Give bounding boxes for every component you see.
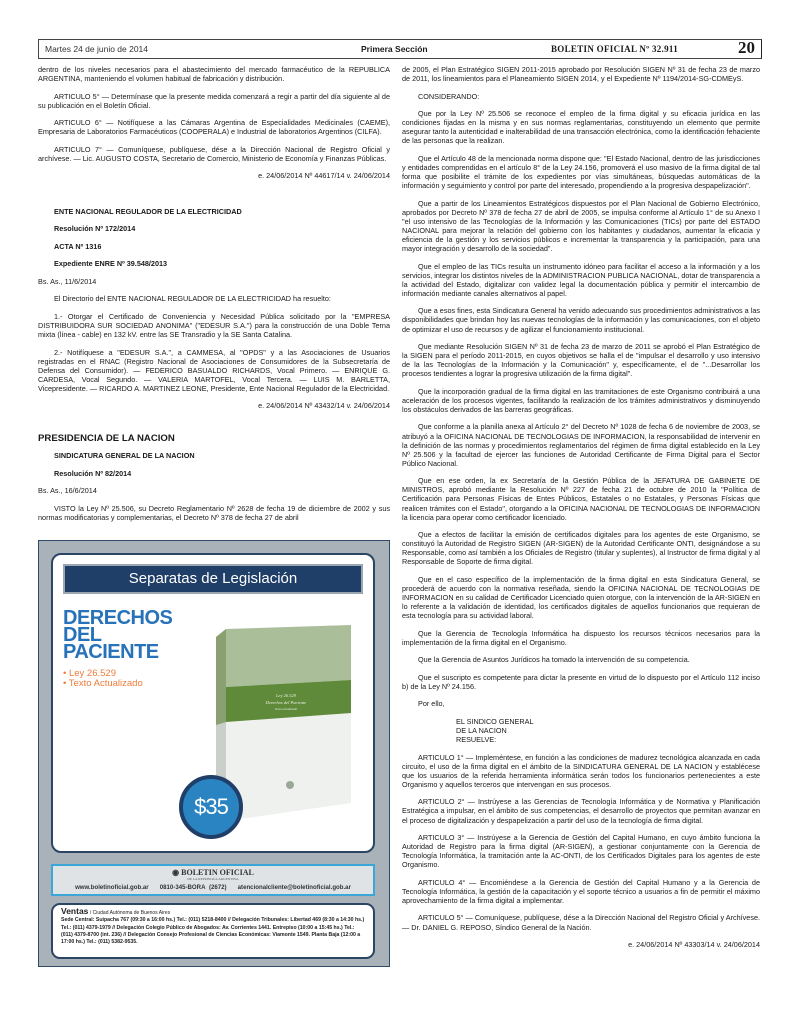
paragraph: ARTICULO 6° — Notifíquese a las Cámaras Argentina de Especialidades Medicinales (CAEME), Empresaria de Laboratorios Farmacéuticos (COOPERALA) e Industrial de laboratorios Argentinos (CILFA).	[38, 118, 390, 137]
paragraph: ARTICULO 7° — Comuníquese, publíquese, dése a la Dirección Nacional de Registro Oficial y archívese. — Lic. AUGUSTO COSTA, Secretario de Comercio, Ministerio de Economía y Finanzas Públicas.	[38, 144, 390, 163]
organization-heading: ENTE NACIONAL REGULADOR DE LA ELECTRICIDAD	[54, 207, 242, 216]
paragraph: Que la incorporación gradual de la firma digital en las tramitaciones de este Organismo contribuirá a una aceleración de los procesos vigentes, facilitando la realización de los trámites administrativos y disminuyendo los obstáculos derivados de las barreras geográficas.	[402, 386, 760, 414]
website-link[interactable]: www.boletinoficial.gob.ar	[75, 884, 149, 891]
paragraph: 1.- Otorgar el Certificado de Conveniencia y Necesidad Pública solicitado por la "EMPRESA DISTRIBUIDORA SUR SOCIEDAD ANONIMA" ("EDESUR S.A.") para la construcción de una Doble Terna mixta (línea - cable) en 132 kV. entre las SE Transradio y la SE Santa Catalina.	[38, 311, 390, 340]
considerando-heading: CONSIDERANDO:	[418, 91, 480, 101]
paragraph: Que el suscripto es competente para dictar la presente en virtud de lo dispuesto por el Artículo 112 inciso b) de la Ley Nº 24.156.	[402, 672, 760, 691]
paragraph: Que mediante Resolución SIGEN Nº 31 de fecha 23 de marzo de 2011 se aprobó el Plan Estratégico de la SIGEN para el período 2011-2015, en cuyos objetivos se halla el de "impulsar el desarrollo y uso intensivo de la las Tecnologías de la Información y la Comunicación" y, específicamente, el de "...Desarrollar los procesos tendientes a lograr la progresiva utilización de la firma digital".	[402, 341, 760, 379]
organization-heading: SINDICATURA GENERAL DE LA NACION	[54, 451, 195, 461]
article: ARTICULO 2° — Instrúyese a las Gerencias de Tecnología Informática y de Normativa y Planificación Estratégica a impulsar, en el ámbito de sus competencias, el desarrollo de proyectos que permitan avanzar en el proceso de digitalización y despapelización a partir del uso de la tecnología de firma digital.	[402, 797, 760, 825]
article: ARTICULO 3° — Instrúyese a la Gerencia de Gestión del Capital Humano, en cuyo ámbito funciona la Autoridad de Registro para la firma digital (AR-SIGEN), a gestionar conjuntamente con la Gerencia de Tecnología Informática, la tramitación ante la AC-ONTI, de los Certificados Digitales para los agentes de este Organismo.	[402, 833, 760, 870]
enre-section	[38, 207, 390, 419]
acta-number: ACTA Nº 1316	[54, 241, 102, 251]
advertisement	[38, 540, 390, 967]
paragraph: Que la Gerencia de Asuntos Jurídicos ha tomado la intervención de su competencia.	[418, 655, 690, 665]
bullet: • Ley 26.529	[63, 668, 116, 679]
header-date: Martes 24 de junio de 2014	[45, 44, 149, 54]
cover-text: Derechos del Paciente	[265, 700, 307, 705]
resuelve-line: RESUELVE:	[456, 735, 497, 745]
paragraph: dentro de los niveles necesarios para el abastecimiento del mercado farmacéutico de la REPUBLICA ARGENTINA, manteniendo el volumen habitual de fabricación y distribución.	[38, 65, 390, 84]
paragraph: Que a efectos de facilitar la emisión de certificados digitales para los agentes de este Organismo, se constituyó la Autoridad de Registro SIGEN (AR-SIGEN) de la Autoridad Certificante ONTI, designándose a su Responsable, como así también a los Oficiales de Registro (titular y suplentes), al Instructor de firma digital y al Responsable de Soporte de firma digital.	[402, 530, 760, 567]
book-bullets	[63, 669, 143, 689]
resuelve-line: EL SINDICO GENERAL	[456, 716, 534, 726]
header-publication: BOLETIN OFICIAL Nº 32.911	[551, 44, 678, 54]
presidencia-section	[38, 434, 390, 531]
contact-line	[53, 884, 373, 891]
phone-number: 0810-345-BORA (2672)	[159, 884, 227, 891]
cover-text: Ley 26.529	[276, 693, 296, 698]
book-title-line: DEL	[63, 624, 102, 646]
resolution-number: Resolución Nº 172/2014	[54, 224, 136, 234]
brand-subtitle: DE LA REPUBLICA ARGENTINA	[187, 877, 239, 881]
paragraph: Que en ese orden, la ex Secretaría de la Gestión Pública de la JEFATURA DE GABINETE DE MINISTROS, aprobó mediante la Resolución Nº 227 de fecha 21 de octubre de 2010 la "Política de Certificación para Personas Físicas de Entes Públicos, Estatales o no Estatales, y Personas Físicas que realicen trámites con el Estado", otorgando a la OFICINA NACIONAL DE TECNOLOGIAS DE INFORMACION la licencia para operar como certificador licenciado.	[402, 476, 760, 522]
resuelve-block	[456, 717, 760, 744]
paragraph: Que en el caso específico de la implementación de la firma digital en esta Sindicatura General, se procederá de acuerdo con la normativa reseñada, siendo la OFICINA NACIONAL DE TECNOLOGIAS DE INFORMACION en su calidad de Certificador Licenciado quien otorgue, con la intervención de la AR-SIGEN en lo referente a la validación de identidad, los certificados digitales de aquellos funcionarios que requieran de esta tecnología para su actividad laboral.	[402, 574, 760, 621]
section-heading: PRESIDENCIA DE LA NACION	[38, 433, 175, 444]
place-date: Bs. As., 11/6/2014	[38, 276, 97, 286]
email-link[interactable]: atencionalcliente@boletinoficial.gob.ar	[237, 884, 351, 891]
paragraph: ARTICULO 5° — Determínase que la presente medida comenzará a regir a partir del día siguiente al de su publicación en el Boletín Oficial.	[38, 91, 390, 110]
resuelve-line: DE LA NACION	[456, 725, 507, 735]
page-number: 20	[738, 38, 755, 57]
paragraph: Por ello,	[418, 699, 445, 709]
paragraph: Que por la Ley Nº 25.506 se reconoce el empleo de la firma digital y su eficacia jurídica en las condiciones fijadas en la misma y en sus normas reglamentarias, constituyendo un elemento que permite asegurar tanto la autenticidad e inalterabilidad de una transacción electrónica, como la identificación fehaciente de las personas que la realizan.	[402, 109, 760, 146]
book-title-line: DERECHOS	[63, 607, 173, 629]
paragraph: Que conforme a la planilla anexa al Artículo 2° del Decreto Nº 1028 de fecha 6 de noviembre de 2003, se atribuyó a la OFICINA NACIONAL DE TECNOLOGIAS DE INFORMACION, la responsabilidad de intervenir en la definición de las normas y procedimientos reglamentarios del régimen de firma digital establecido en la Ley Nº 25.506 y la facultad de ejercer las funciones de Autoridad Certificante de Firma Digital para el Sector Público Nacional.	[402, 422, 760, 468]
publication-reference: e. 24/06/2014 Nº 43432/14 v. 24/06/2014	[258, 401, 390, 411]
paragraph: 2.- Notifíquese a "EDESUR S.A.", a CAMMESA, al "OPDS" y a las Asociaciones de Usuarios registradas en el RNAC (Registro Nacional de Asociaciones de Consumidores de la Subsecretaría de Defensa del Consumidor). — FEDERICO BASUALDO RICHARDS, Vocal Primero. — ENRIQUE G. CARDESA, Vocal Segundo. — VALERIA MARTOFEL, Vocal Tercera. — LUIS M. BARLETTA, Vicepresidente. — RICARDO A. MARTINEZ LEONE, Presidente, Ente Nacional Regulador de la Electricidad.	[38, 347, 390, 393]
expediente-number: Expediente ENRE Nº 39.548/2013	[54, 259, 168, 269]
left-column-top	[38, 65, 390, 189]
article: ARTICULO 4° — Encomiéndese a la Gerencia de Gestión del Capital Humano y a la Gerencia de Tecnología Informática, la gestión de la capacitación y el soporte técnico a usuarios a fin de permitir el máximo aprovechamiento de la firma digital a implementar.	[402, 877, 760, 905]
article: ARTICULO 5° — Comuníquese, publíquese, dése a la Dirección Nacional del Registro Oficial y Archívese. — Dr. DANIEL G. REPOSO, Síndico General de la Nación.	[402, 913, 760, 932]
sales-title: Ventas	[61, 906, 89, 916]
ad-title: Separatas de Legislación	[63, 564, 363, 594]
ad-product-panel	[51, 553, 375, 853]
price-badge: $35	[179, 775, 243, 839]
paragraph: VISTO la Ley Nº 25.506, su Decreto Reglamentario Nº 2628 de fecha 19 de diciembre de 2002 y sus normas modificatorias y complementarias, el Decreto Nº 378 de fecha 27 de abril	[38, 503, 390, 523]
resolution-number: Resolución Nº 82/2014	[54, 468, 132, 478]
paragraph: Que a esos fines, esta Sindicatura General ha venido adecuando sus procedimientos administrativos a las disponibilidades que brindan hoy las nuevas tecnologías de la información y las comunicaciones, con el objeto de optimizar el uso de recursos y de agilizar el funcionamiento institucional.	[402, 306, 760, 334]
boletin-logo: ◉ BOLETIN OFICIAL	[172, 868, 254, 877]
paragraph: El Directorio del ENTE NACIONAL REGULADOR DE LA ELECTRICIDAD ha resuelto:	[54, 294, 331, 304]
bullet: • Texto Actualizado	[63, 678, 143, 689]
article: ARTICULO 1° — Impleméntese, en función a las condiciones de madurez tecnológica alcanzada en cada circuito, el uso de la firma digital en el ámbito de la SINDICATURA GENERAL DE LA NACION y establécese que los usuarios de la referida herramienta informática serán todos los funcionarios pertenecientes a este Organismo y aquellos terceros que intervengan en sus procesos.	[402, 752, 760, 789]
book-title	[63, 607, 173, 663]
sales-box	[51, 903, 375, 959]
paragraph: Que la Gerencia de Tecnología Informática ha dispuesto los recursos técnicos necesarios para la implementación de la firma digital en el Organismo.	[402, 628, 760, 647]
sales-subtitle: / Ciudad Autónoma de Buenos Aires	[89, 910, 171, 916]
header-section: Primera Sección	[361, 44, 428, 54]
right-column	[402, 65, 760, 958]
coat-of-arms-icon	[286, 781, 294, 789]
sales-locations: Sede Central: Suipacha 767 (09:30 a 16:00 hs.) Tel.: (011) 5218-8400 // Delegación Tribunales: Libertad 469 (8:30 a 14:30 hs.) Tel.: (011) 4379-1979 // Delegación Colegio Público de Abogados: Av. Corrientes 1441. Entrepiso (10:00 a 15:45 hs.) Tel.: (011) 4379-8700 (int. 236) // Delegación Consejo Profesional de Ciencias Económicas: Viamonte 1549. Planta Baja (12:00 a 17:00 hs.) Tel.: (011) 5382-9535.	[61, 917, 365, 946]
paragraph: Que el empleo de las TICs resulta un instrumento idóneo para facilitar el acceso a la información y a los servicios, integrar los distintos niveles de la ADMINISTRACION PUBLICA NACIONAL, dotar de transparencia a la actividad del Estado, digitalizar con validez legal la documentación pública y permitir el intercambio de información mediante canales alternativos al papel.	[402, 261, 760, 298]
publication-reference: e. 24/06/2014 Nº 44617/14 v. 24/06/2014	[258, 171, 390, 181]
brand-name: BOLETIN OFICIAL	[181, 868, 254, 877]
paragraph: de 2005, el Plan Estratégico SIGEN 2011-2015 aprobado por Resolución SIGEN Nº 31 de fecha 23 de marzo de 2011, los lineamientos para el Planeamiento SIGEN 2014, y el Expediente Nº 1194/2014-SG-CDMEyS.	[402, 65, 760, 84]
book-title-line: PACIENTE	[63, 641, 159, 663]
place-date: Bs. As., 16/6/2014	[38, 486, 97, 496]
publication-reference: e. 24/06/2014 Nº 43303/14 v. 24/06/2014	[628, 940, 760, 950]
paragraph: Que el Artículo 48 de la mencionada norma dispone que: "El Estado Nacional, dentro de las jurisdicciones y entidades comprendidas en el artículo 8° de la Ley 24.156, promoverá el uso masivo de la firma digital de tal forma que posibilite el trámite de los expedientes por vías simultáneas, búsquedas automáticas de la información y seguimiento y control por parte del interesado, propendiendo a la progresiva despapelización".	[402, 153, 760, 191]
paragraph: Que a partir de los Lineamientos Estratégicos dispuestos por el Plan Nacional de Gobierno Electrónico, aprobados por Decreto Nº 378 de fecha 27 de abril de 2005, se impulsa conforme al Artículo 1° de su Anexo I "el uso intensivo de las Tecnologías de la Información y las Comunicaciones (TICs) por parte del ESTADO NACIONAL para mejorar la relación del gobierno con los habitantes y ciudadanos, aumentar la eficacia y eficiencia de la gestión y los servicios públicos e incrementar la transparencia y la participación, para una mayor integración y desarrollo de la sociedad".	[402, 198, 760, 254]
boletin-contact-bar	[51, 864, 375, 896]
cover-text: Texto actualizado	[274, 707, 298, 711]
page-header	[38, 39, 762, 59]
